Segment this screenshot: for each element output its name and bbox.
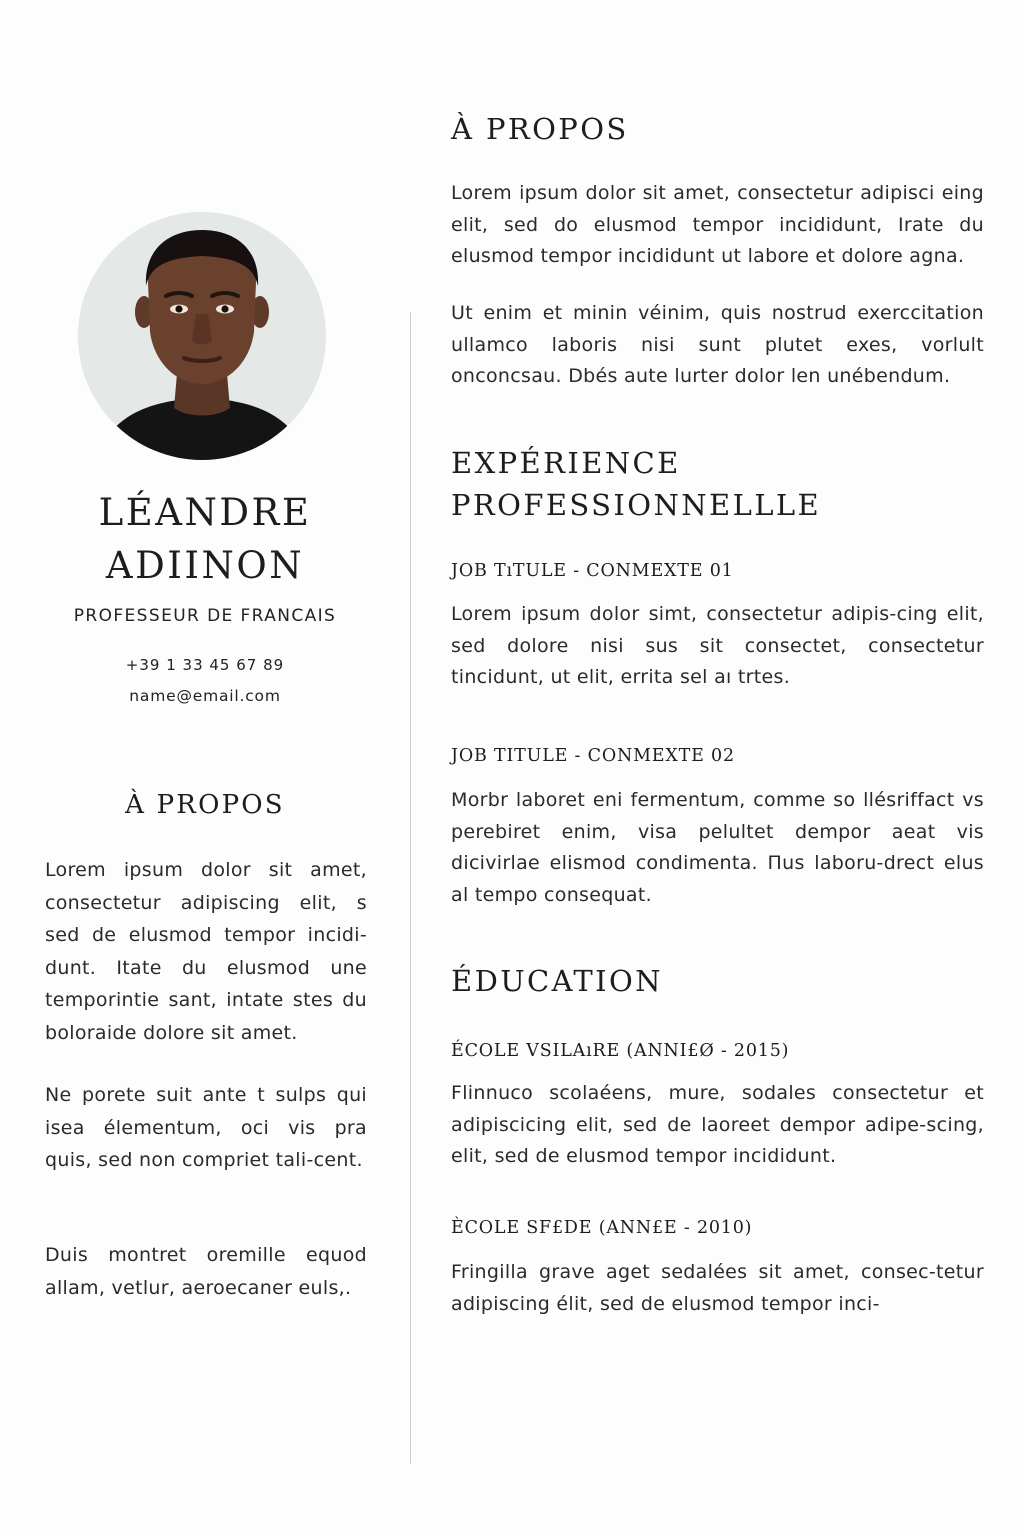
job-title-1: JOB TıTULE - CONMEXTE 01: [451, 561, 734, 581]
job-description-1: Lorem ipsum dolor simt, consectetur adipis-cing elit, sed dolore nisi sus sit consectet, consectetur tincidunt, ut elit, errita sel aı trtes.: [451, 603, 984, 688]
name-last: ADIINON: [105, 544, 305, 587]
school-description-1: Flinnuco scolaéens, mure, sodales consectetur et adipiscicing elit, sed de laoreet dempor adipe-scing, elit, sed de elusmod tempor incididunt.: [451, 1082, 984, 1167]
left-about-heading: À PROPOS: [125, 790, 285, 820]
about-paragraph: Lorem ipsum dolor sit amet, consectetur adipisci eing elit, sed do elusmod tempor incididunt, Irate du elusmod tempor incididunt ut labore et dolore agna.: [451, 182, 984, 267]
job-title: PROFESSEUR DE FRANCAIS: [73, 606, 337, 626]
education-heading: ÉDUCATION: [451, 964, 663, 998]
job-description-2: Morbr laboret eni fermentum, comme so llésriffact vs perebiret enim, visa pelultet dempor aeat vis dicivirlae elismod condimenta. Πus laboru-drect elus al tempo consequat.: [451, 789, 984, 906]
profile-photo: [78, 212, 326, 460]
school-description-2: Fringilla grave aget sedalées sit amet, consec-tetur adipiscing élit, sed de elusmod tempor inci-: [451, 1261, 984, 1315]
left-about-paragraph: Lorem ipsum dolor sit amet, consectetur adipiscing elit, s sed de elusmod tempor incidi-dunt. Itate du elusmod une temporintie sant, intate stes du boloraide dolore sit amet.: [45, 859, 367, 1044]
name-first: LÉANDRE: [98, 491, 312, 534]
about-paragraph: Ut enim et minin véinim, quis nostrud exerccitation ullamco laboris nisi sunt plutet exes, vorlult onconcsau. Dbés aute lurter dolor len unébendum.: [451, 302, 984, 387]
school-title-2: ÈCOLE SF£DE (ANN£E - 2010): [451, 1218, 753, 1238]
portrait-illustration: [78, 212, 326, 460]
email-address: name@email.com: [129, 687, 281, 705]
person-name: [40, 486, 370, 592]
experience-heading: [451, 442, 984, 526]
phone-number: +39 1 33 45 67 89: [125, 656, 285, 674]
about-heading: À PROPOS: [451, 112, 629, 146]
column-divider: [410, 312, 411, 1464]
left-about-paragraph: Ne porete suit ante t sulps qui isea élementum, oci vis pra quis, sed non compriet tali-cent.: [45, 1084, 367, 1171]
experience-heading-line2: PROFESSIONNELLLE: [451, 488, 822, 522]
school-title-1: ÉCOLE VSILAıRE (ANNI£Ø - 2015): [451, 1041, 790, 1061]
job-title-2: JOB TITULE - CONMEXTE 02: [451, 746, 735, 766]
experience-heading-line1: EXPÉRIENCE: [451, 446, 681, 480]
left-about-paragraph: Duis montret oremille equod allam, vetlur, aeroecaner euls,.: [45, 1244, 367, 1299]
